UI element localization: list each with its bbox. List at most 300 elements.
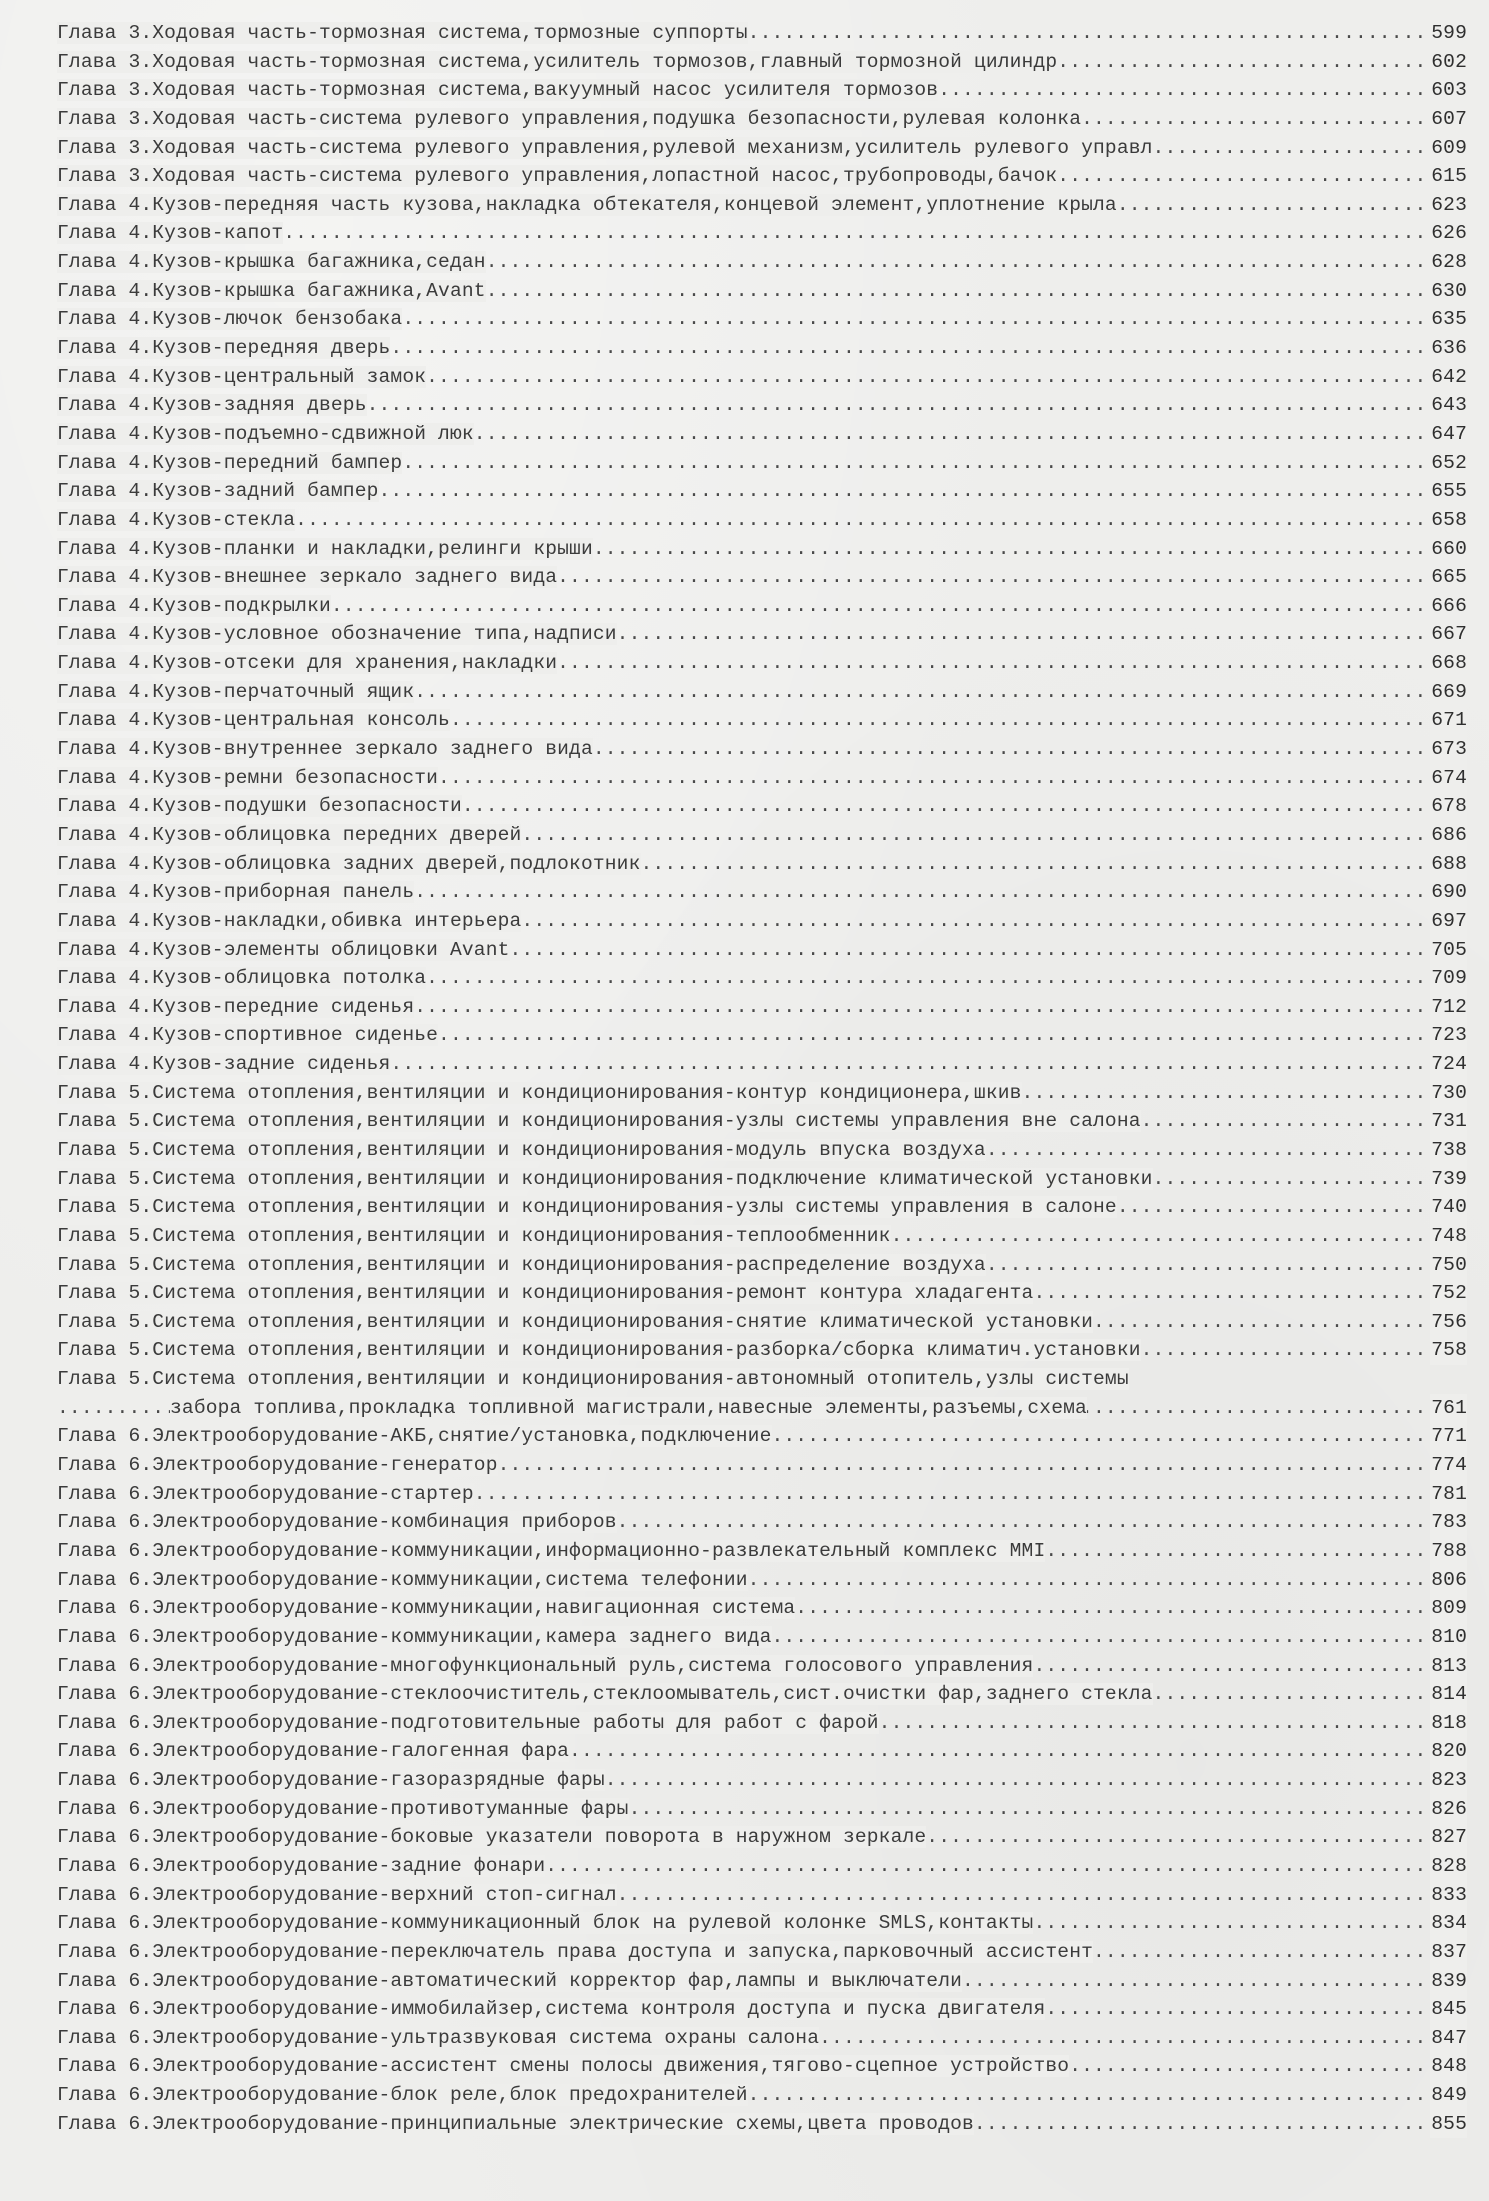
toc-line (57, 1222, 1467, 1251)
entry-title: Электрооборудование-галогенная фара (152, 1740, 570, 1763)
page-number: 806 (1430, 1566, 1467, 1595)
page-number: 748 (1430, 1222, 1467, 1251)
toc-line (57, 134, 1467, 163)
page-number: 665 (1430, 563, 1467, 592)
chapter-label: Глава 6. (57, 1425, 153, 1448)
chapter-label: Глава 6. (57, 1769, 153, 1792)
chapter-label: Глава 5. (57, 1253, 153, 1276)
chapter-label: Глава 4. (57, 652, 153, 675)
page-number: 607 (1430, 105, 1467, 134)
chapter-label: Глава 6. (57, 1482, 153, 1505)
toc-entry (57, 563, 1467, 592)
page-number: 845 (1430, 1995, 1467, 2024)
page-number: 783 (1430, 1508, 1467, 1537)
toc-entry (57, 363, 1467, 392)
entry-title: Кузов-отсеки для хранения,накладки (152, 652, 558, 675)
toc-entry (57, 1480, 1467, 1509)
page-number: 666 (1430, 592, 1467, 621)
entry-title: Электрооборудование-стартер (152, 1482, 474, 1505)
entry-title: Ходовая часть-система рулевого управления,лопастной насос,трубопроводы,бачок (152, 165, 1058, 188)
toc-line (57, 1938, 1467, 1967)
entry-title: Электрооборудование-газоразрядные фары (152, 1769, 605, 1792)
chapter-label: Глава 4. (57, 909, 153, 932)
toc-line (57, 1422, 1467, 1451)
toc-entry (57, 477, 1467, 506)
toc-line (57, 277, 1467, 306)
chapter-label: Глава 6. (57, 1797, 153, 1820)
page-number: 668 (1430, 649, 1467, 678)
toc-line (57, 162, 1467, 191)
page-number: 740 (1430, 1193, 1467, 1222)
toc-entry (57, 1422, 1467, 1451)
toc-entry (57, 420, 1467, 449)
chapter-label: Глава 6. (57, 1625, 153, 1648)
chapter-label: Глава 6. (57, 1883, 153, 1906)
toc-entry (57, 1566, 1467, 1595)
toc-entry (57, 1107, 1467, 1136)
toc-entry (57, 1709, 1467, 1738)
toc-entry (57, 76, 1467, 105)
chapter-label: Глава 3. (57, 50, 153, 73)
toc-line (57, 649, 1467, 678)
toc-entry (57, 1165, 1467, 1194)
page-number: 849 (1430, 2081, 1467, 2110)
toc-line (57, 391, 1467, 420)
entry-title: Электрооборудование-задние фонари (152, 1855, 546, 1877)
entry-title: Электрооборудование-блок реле,блок предохранителей (152, 2084, 748, 2107)
toc-entry (57, 449, 1467, 478)
page-number: 827 (1430, 1823, 1467, 1852)
entry-title: Электрооборудование-принципиальные электрические схемы,цвета проводов (152, 2112, 974, 2135)
chapter-label: Глава 6. (57, 1683, 153, 1706)
page-number: 643 (1430, 391, 1467, 420)
toc-entry (57, 1594, 1467, 1623)
toc-entry (57, 2024, 1467, 2053)
chapter-label: Глава 5. (57, 1368, 153, 1391)
entry-title: Ходовая часть-тормозная система,вакуумный насос усилителя тормозов (152, 79, 939, 102)
toc-line (57, 76, 1467, 105)
toc-entry (57, 1279, 1467, 1308)
entry-title: Электрооборудование-автоматический корректор фар,лампы и выключатели (152, 1969, 963, 1992)
page-number: 855 (1430, 2110, 1467, 2139)
entry-title: Кузов-ремни безопасности (152, 766, 439, 789)
page-number: 630 (1430, 277, 1467, 306)
page-number: 823 (1430, 1766, 1467, 1795)
page-number: 712 (1430, 993, 1467, 1022)
page-number: 688 (1430, 850, 1467, 879)
toc-line (57, 1480, 1467, 1509)
chapter-label: Глава 6. (57, 1969, 153, 1992)
chapter-label: Глава 4. (57, 594, 153, 617)
toc-line (57, 2110, 1467, 2139)
page-number: 839 (1430, 1967, 1467, 1996)
chapter-label: Глава 4. (57, 738, 153, 761)
toc-line (57, 936, 1467, 965)
page-number: 603 (1430, 76, 1467, 105)
toc-line (57, 1451, 1467, 1480)
toc-line (57, 1594, 1467, 1623)
entry-title: Кузов-задние сиденья (152, 1053, 391, 1076)
toc-entry (57, 792, 1467, 821)
toc-line (57, 878, 1467, 907)
page-number: 674 (1430, 764, 1467, 793)
toc-line (57, 1251, 1467, 1280)
page-number: 818 (1430, 1709, 1467, 1738)
toc-line (57, 19, 1467, 48)
chapter-label: Глава 4. (57, 422, 153, 445)
toc-entry (57, 1136, 1467, 1165)
entry-title: Кузов-планки и накладки,релинги крыши (152, 537, 593, 560)
chapter-label: Глава 6. (57, 1740, 153, 1763)
page-number: 635 (1430, 305, 1467, 334)
page-number: 623 (1430, 191, 1467, 220)
toc-line (57, 993, 1467, 1022)
toc-entry (57, 1308, 1467, 1337)
chapter-label: Глава 6. (57, 1454, 153, 1477)
page-number: 647 (1430, 420, 1467, 449)
toc-line (57, 1823, 1467, 1852)
page-number: 828 (1430, 1852, 1467, 1881)
toc-line (57, 1852, 1467, 1881)
toc-line (57, 678, 1467, 707)
entry-title: Электрооборудование-стеклоочиститель,стеклоомыватель,сист.очистки фар,заднего стекла (152, 1683, 1153, 1706)
page-number: 724 (1430, 1050, 1467, 1079)
toc-line (57, 1079, 1467, 1108)
toc-entry (57, 1737, 1467, 1766)
page-number: 660 (1430, 535, 1467, 564)
toc-entry (57, 1508, 1467, 1537)
entry-title: Система отопления,вентиляции и кондиционирования-подключение климатической установки (152, 1167, 1153, 1190)
chapter-label: Глава 3. (57, 107, 153, 130)
entry-title: Электрооборудование-АКБ,снятие/установка,подключение (152, 1425, 772, 1448)
entry-title: Электрооборудование-переключатель права доступа и запуска,парковочный ассистент (152, 1940, 1094, 1963)
chapter-label: Глава 4. (57, 967, 153, 990)
entry-title: Электрооборудование-подготовительные работы для работ с фарой (152, 1711, 879, 1734)
toc-line (57, 334, 1467, 363)
toc-entry (57, 1365, 1467, 1422)
page-number: 602 (1430, 48, 1467, 77)
chapter-label: Глава 5. (57, 1138, 153, 1161)
toc-entry (57, 649, 1467, 678)
entry-title: Кузов-подъемно-сдвижной люк (152, 422, 474, 445)
page-number: 820 (1430, 1737, 1467, 1766)
page-number: 723 (1430, 1021, 1467, 1050)
page-number: 730 (1430, 1079, 1467, 1108)
page-number: 626 (1430, 219, 1467, 248)
chapter-label: Глава 5. (57, 1339, 153, 1362)
chapter-label: Глава 3. (57, 22, 153, 44)
entry-title: Кузов-облицовка задних дверей,подлокотник (152, 852, 641, 875)
chapter-label: Глава 6. (57, 1568, 153, 1591)
toc-line (57, 1881, 1467, 1910)
chapter-label: Глава 6. (57, 1711, 153, 1734)
toc-line (57, 1050, 1467, 1079)
toc-line (57, 1136, 1467, 1165)
entry-title: Кузов-лючок бензобака (152, 308, 403, 331)
entry-title: Электрооборудование-боковые указатели поворота в наружном зеркале (152, 1826, 927, 1849)
chapter-label: Глава 4. (57, 623, 153, 646)
page-number: 756 (1430, 1308, 1467, 1337)
toc-entry (57, 277, 1467, 306)
toc-entry (57, 706, 1467, 735)
entry-title: Система отопления,вентиляции и кондиционирования-узлы системы управления вне салона (152, 1110, 1141, 1133)
entry-title: Ходовая часть-система рулевого управления,подушка безопасности,рулевая колонка (152, 107, 1082, 130)
entry-title: Кузов-элементы облицовки Avant (152, 938, 510, 961)
entry-title: Система отопления,вентиляции и кондиционирования-узлы системы управления в салоне (152, 1196, 1117, 1219)
toc-entry (57, 964, 1467, 993)
toc-line (57, 2081, 1467, 2110)
chapter-label: Глава 4. (57, 823, 153, 846)
page-number: 833 (1430, 1881, 1467, 1910)
toc-line (57, 363, 1467, 392)
toc-line (57, 1107, 1467, 1136)
entry-title: Ходовая часть-система рулевого управления,рулевой механизм,усилитель рулевого управл (152, 136, 1153, 159)
entry-title: Кузов-подкрылки (152, 594, 331, 617)
toc-entry (57, 2110, 1467, 2139)
toc-entry (57, 764, 1467, 793)
toc-line (57, 1623, 1467, 1652)
entry-title: Система отопления,вентиляции и кондиционирования-распределение воздуха (152, 1253, 986, 1276)
page-number: 810 (1430, 1623, 1467, 1652)
entry-title: Электрооборудование-верхний стоп-сигнал (152, 1883, 617, 1906)
toc-entry (57, 1336, 1467, 1365)
entry-title: Кузов-накладки,обивка интерьера (152, 909, 522, 932)
chapter-label: Глава 6. (57, 1511, 153, 1534)
chapter-label: Глава 4. (57, 995, 153, 1018)
entry-title: Кузов-центральный замок (152, 365, 427, 388)
chapter-label: Глава 4. (57, 680, 153, 703)
entry-title: Кузов-подушки безопасности (152, 795, 462, 818)
toc-line (57, 449, 1467, 478)
page-number: 758 (1430, 1336, 1467, 1365)
toc-entry (57, 1967, 1467, 1996)
page-number: 814 (1430, 1680, 1467, 1709)
chapter-label: Глава 6. (57, 1826, 153, 1849)
toc-entry (57, 1995, 1467, 2024)
chapter-label: Глава 6. (57, 1539, 153, 1562)
chapter-label: Глава 6. (57, 2112, 153, 2135)
entry-title: Кузов-облицовка потолка (152, 967, 427, 990)
toc-entry (57, 1451, 1467, 1480)
toc-entry (57, 1909, 1467, 1938)
toc-line (57, 592, 1467, 621)
page-number: 834 (1430, 1909, 1467, 1938)
toc-line-continuation (57, 1394, 1467, 1423)
toc-entry (57, 105, 1467, 134)
chapter-label: Глава 6. (57, 1912, 153, 1935)
entry-title: Электрооборудование-коммуникационный блок на рулевой колонке SMLS,контакты (152, 1912, 1034, 1935)
toc-line (57, 1967, 1467, 1996)
chapter-label: Глава 4. (57, 451, 153, 474)
toc-line (57, 1308, 1467, 1337)
entry-title: Система отопления,вентиляции и кондиционирования-автономный отопитель,узлы системы (152, 1368, 1129, 1391)
chapter-label: Глава 4. (57, 537, 153, 560)
table-of-contents (57, 19, 1467, 2138)
toc-line (57, 1680, 1467, 1709)
toc-line (57, 2024, 1467, 2053)
page-number: 761 (1430, 1394, 1467, 1423)
page-number: 697 (1430, 907, 1467, 936)
toc-line (57, 1652, 1467, 1681)
entry-title: Кузов-внешнее зеркало заднего вида (152, 566, 558, 589)
chapter-label: Глава 6. (57, 1940, 153, 1963)
chapter-label: Глава 4. (57, 394, 153, 417)
page-number: 709 (1430, 964, 1467, 993)
entry-title: Система отопления,вентиляции и кондиционирования-модуль впуска воздуха (152, 1138, 986, 1161)
toc-line (57, 1537, 1467, 1566)
page-number: 678 (1430, 792, 1467, 821)
toc-entry (57, 506, 1467, 535)
chapter-label: Глава 4. (57, 709, 153, 732)
chapter-label: Глава 4. (57, 1024, 153, 1047)
entry-title: Кузов-передний бампер (152, 451, 403, 474)
entry-title: Система отопления,вентиляции и кондиционирования-снятие климатической установки (152, 1310, 1094, 1333)
toc-entry (57, 535, 1467, 564)
entry-title: Кузов-приборная панель (152, 881, 415, 904)
page-number: 609 (1430, 134, 1467, 163)
toc-line (57, 1365, 1467, 1394)
toc-line (57, 105, 1467, 134)
entry-title-continuation: забора топлива,прокладка топливной магистрали,навесные элементы,разъемы,схема (170, 1396, 1087, 1419)
toc-entry (57, 735, 1467, 764)
page-number: 673 (1430, 735, 1467, 764)
toc-entry (57, 1537, 1467, 1566)
page-number: 636 (1430, 334, 1467, 363)
page-number: 826 (1430, 1795, 1467, 1824)
toc-line (57, 563, 1467, 592)
toc-line (57, 219, 1467, 248)
toc-line (57, 1795, 1467, 1824)
entry-title: Кузов-крышка багажника,седан (152, 251, 486, 274)
entry-title: Система отопления,вентиляции и кондиционирования-ремонт контура хладагента (152, 1282, 1034, 1305)
toc-entry (57, 936, 1467, 965)
toc-entry (57, 620, 1467, 649)
toc-entry (57, 993, 1467, 1022)
toc-entry (57, 248, 1467, 277)
entry-title: Кузов-задняя дверь (152, 394, 367, 417)
entry-title: Кузов-условное обозначение типа,надписи (152, 623, 617, 646)
page-number: 752 (1430, 1279, 1467, 1308)
entry-title: Электрооборудование-иммобилайзер,система контроля доступа и пуска двигателя (152, 1998, 1046, 2021)
chapter-label: Глава 4. (57, 566, 153, 589)
toc-entry (57, 1852, 1467, 1881)
toc-line (57, 792, 1467, 821)
page-number: 738 (1430, 1136, 1467, 1165)
toc-line (57, 1508, 1467, 1537)
toc-entry (57, 1251, 1467, 1280)
toc-entry (57, 191, 1467, 220)
entry-title: Система отопления,вентиляции и кондиционирования-контур кондиционера,шкив (152, 1081, 1022, 1104)
page-number: 671 (1430, 706, 1467, 735)
toc-line (57, 1165, 1467, 1194)
entry-title: Система отопления,вентиляции и кондиционирования-разборка/сборка климатич.установки (152, 1339, 1141, 1362)
toc-entry (57, 334, 1467, 363)
chapter-label: Глава 4. (57, 766, 153, 789)
chapter-label: Глава 4. (57, 508, 153, 531)
entry-title: Кузов-крышка багажника,Avant (152, 279, 486, 302)
entry-title: Электрооборудование-комбинация приборов (152, 1511, 617, 1534)
page-number: 690 (1430, 878, 1467, 907)
toc-line (57, 506, 1467, 535)
toc-entry (57, 1079, 1467, 1108)
toc-line (57, 1279, 1467, 1308)
toc-line (57, 964, 1467, 993)
page-number: 750 (1430, 1251, 1467, 1280)
toc-line (57, 1566, 1467, 1595)
page-number: 658 (1430, 506, 1467, 535)
chapter-label: Глава 3. (57, 79, 153, 102)
toc-entry (57, 1050, 1467, 1079)
page-number: 652 (1430, 449, 1467, 478)
toc-entry (57, 1881, 1467, 1910)
chapter-label: Глава 4. (57, 222, 153, 245)
toc-line (57, 1766, 1467, 1795)
entry-title: Кузов-передняя дверь (152, 337, 391, 360)
toc-line (57, 535, 1467, 564)
chapter-label: Глава 6. (57, 1597, 153, 1620)
toc-line (57, 1995, 1467, 2024)
entry-title: Кузов-внутреннее зеркало заднего вида (152, 738, 593, 761)
toc-line (57, 850, 1467, 879)
toc-entry (57, 821, 1467, 850)
toc-entry (57, 878, 1467, 907)
chapter-label: Глава 3. (57, 136, 153, 159)
toc-entry (57, 1193, 1467, 1222)
toc-line (57, 735, 1467, 764)
chapter-label: Глава 5. (57, 1167, 153, 1190)
toc-entry (57, 1680, 1467, 1709)
chapter-label: Глава 5. (57, 1310, 153, 1333)
entry-title: Кузов-стекла (152, 508, 296, 531)
toc-entry (57, 1795, 1467, 1824)
entry-title: Кузов-передняя часть кузова,накладка обтекателя,концевой элемент,уплотнение крыла (152, 193, 1117, 216)
page-number: 739 (1430, 1165, 1467, 1194)
entry-title: Электрооборудование-коммуникации,камера заднего вида (152, 1625, 772, 1648)
chapter-label: Глава 4. (57, 480, 153, 503)
page-number: 731 (1430, 1107, 1467, 1136)
chapter-label: Глава 4. (57, 938, 153, 961)
chapter-label: Глава 6. (57, 2084, 153, 2107)
toc-entry (57, 162, 1467, 191)
chapter-label: Глава 5. (57, 1196, 153, 1219)
toc-line (57, 2052, 1467, 2081)
page-number: 809 (1430, 1594, 1467, 1623)
toc-line (57, 1021, 1467, 1050)
page-number: 837 (1430, 1938, 1467, 1967)
toc-line (57, 1336, 1467, 1365)
entry-title: Электрооборудование-ультразвуковая система охраны салона (152, 2026, 820, 2049)
toc-line (57, 764, 1467, 793)
chapter-label: Глава 3. (57, 165, 153, 188)
page-number: 686 (1430, 821, 1467, 850)
entry-title: Электрооборудование-коммуникации,система телефонии (152, 1568, 748, 1591)
toc-entry (57, 2052, 1467, 2081)
chapter-label: Глава 6. (57, 1998, 153, 2021)
page-number: 848 (1430, 2052, 1467, 2081)
toc-entry (57, 592, 1467, 621)
toc-entry (57, 1766, 1467, 1795)
entry-title: Кузов-передние сиденья (152, 995, 415, 1018)
toc-line (57, 305, 1467, 334)
chapter-label: Глава 6. (57, 2026, 153, 2049)
toc-entry (57, 907, 1467, 936)
toc-line (57, 48, 1467, 77)
entry-title: Кузов-задний бампер (152, 480, 379, 503)
page-number: 813 (1430, 1652, 1467, 1681)
page-number: 847 (1430, 2024, 1467, 2053)
chapter-label: Глава 6. (57, 1654, 153, 1677)
chapter-label: Глава 4. (57, 308, 153, 331)
